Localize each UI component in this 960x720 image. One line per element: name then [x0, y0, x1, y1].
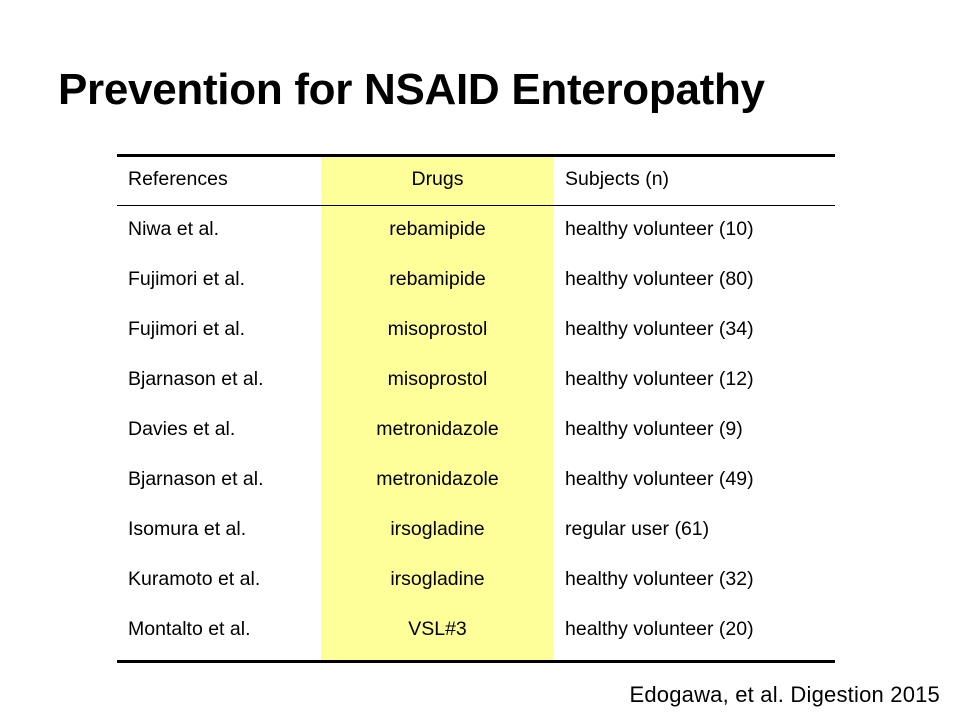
cell-subjects: healthy volunteer (10) [565, 218, 754, 240]
cell-drug: VSL#3 [408, 618, 467, 640]
cell-subjects: healthy volunteer (20) [565, 618, 754, 640]
table-row [117, 204, 835, 254]
cell-reference: Bjarnason et al. [128, 468, 264, 490]
cell-drug: irsogladine [390, 518, 485, 540]
cell-subjects: regular user (61) [565, 518, 710, 540]
header-drugs: Drugs [411, 168, 464, 190]
table-row [117, 254, 835, 304]
header-subjects: Subjects (n) [565, 168, 670, 190]
cell-reference: Fujimori et al. [128, 268, 246, 290]
cell-reference: Niwa et al. [128, 218, 220, 240]
citation: Edogawa, et al. Digestion 2015 [629, 682, 940, 707]
cell-drug: misoprostol [387, 368, 488, 390]
cell-subjects: healthy volunteer (9) [565, 418, 743, 440]
table-row [117, 504, 835, 554]
table-row [117, 604, 835, 654]
cell-drug: misoprostol [387, 318, 488, 340]
cell-drug: metronidazole [376, 418, 499, 440]
slide-title: Prevention for NSAID Enteropathy [58, 65, 765, 114]
cell-reference: Bjarnason et al. [128, 368, 264, 390]
table-header-row [117, 154, 835, 204]
table-row [117, 554, 835, 604]
table-row [117, 454, 835, 504]
cell-reference: Kuramoto et al. [128, 568, 261, 590]
cell-reference: Isomura et al. [128, 518, 247, 540]
cell-drug: metronidazole [376, 468, 499, 490]
cell-reference: Fujimori et al. [128, 318, 246, 340]
references-table [117, 154, 835, 664]
table-row [117, 304, 835, 354]
cell-drug: irsogladine [390, 568, 485, 590]
cell-subjects: healthy volunteer (34) [565, 318, 754, 340]
cell-subjects: healthy volunteer (12) [565, 368, 754, 390]
cell-subjects: healthy volunteer (49) [565, 468, 754, 490]
cell-drug: rebamipide [389, 218, 486, 240]
cell-subjects: healthy volunteer (32) [565, 568, 754, 590]
table-row [117, 354, 835, 404]
table-row [117, 404, 835, 454]
cell-reference: Davies et al. [128, 418, 236, 440]
cell-drug: rebamipide [389, 268, 486, 290]
header-references: References [128, 168, 228, 190]
cell-subjects: healthy volunteer (80) [565, 268, 754, 290]
cell-reference: Montalto et al. [128, 618, 251, 640]
table-bottom-rule [117, 660, 835, 663]
